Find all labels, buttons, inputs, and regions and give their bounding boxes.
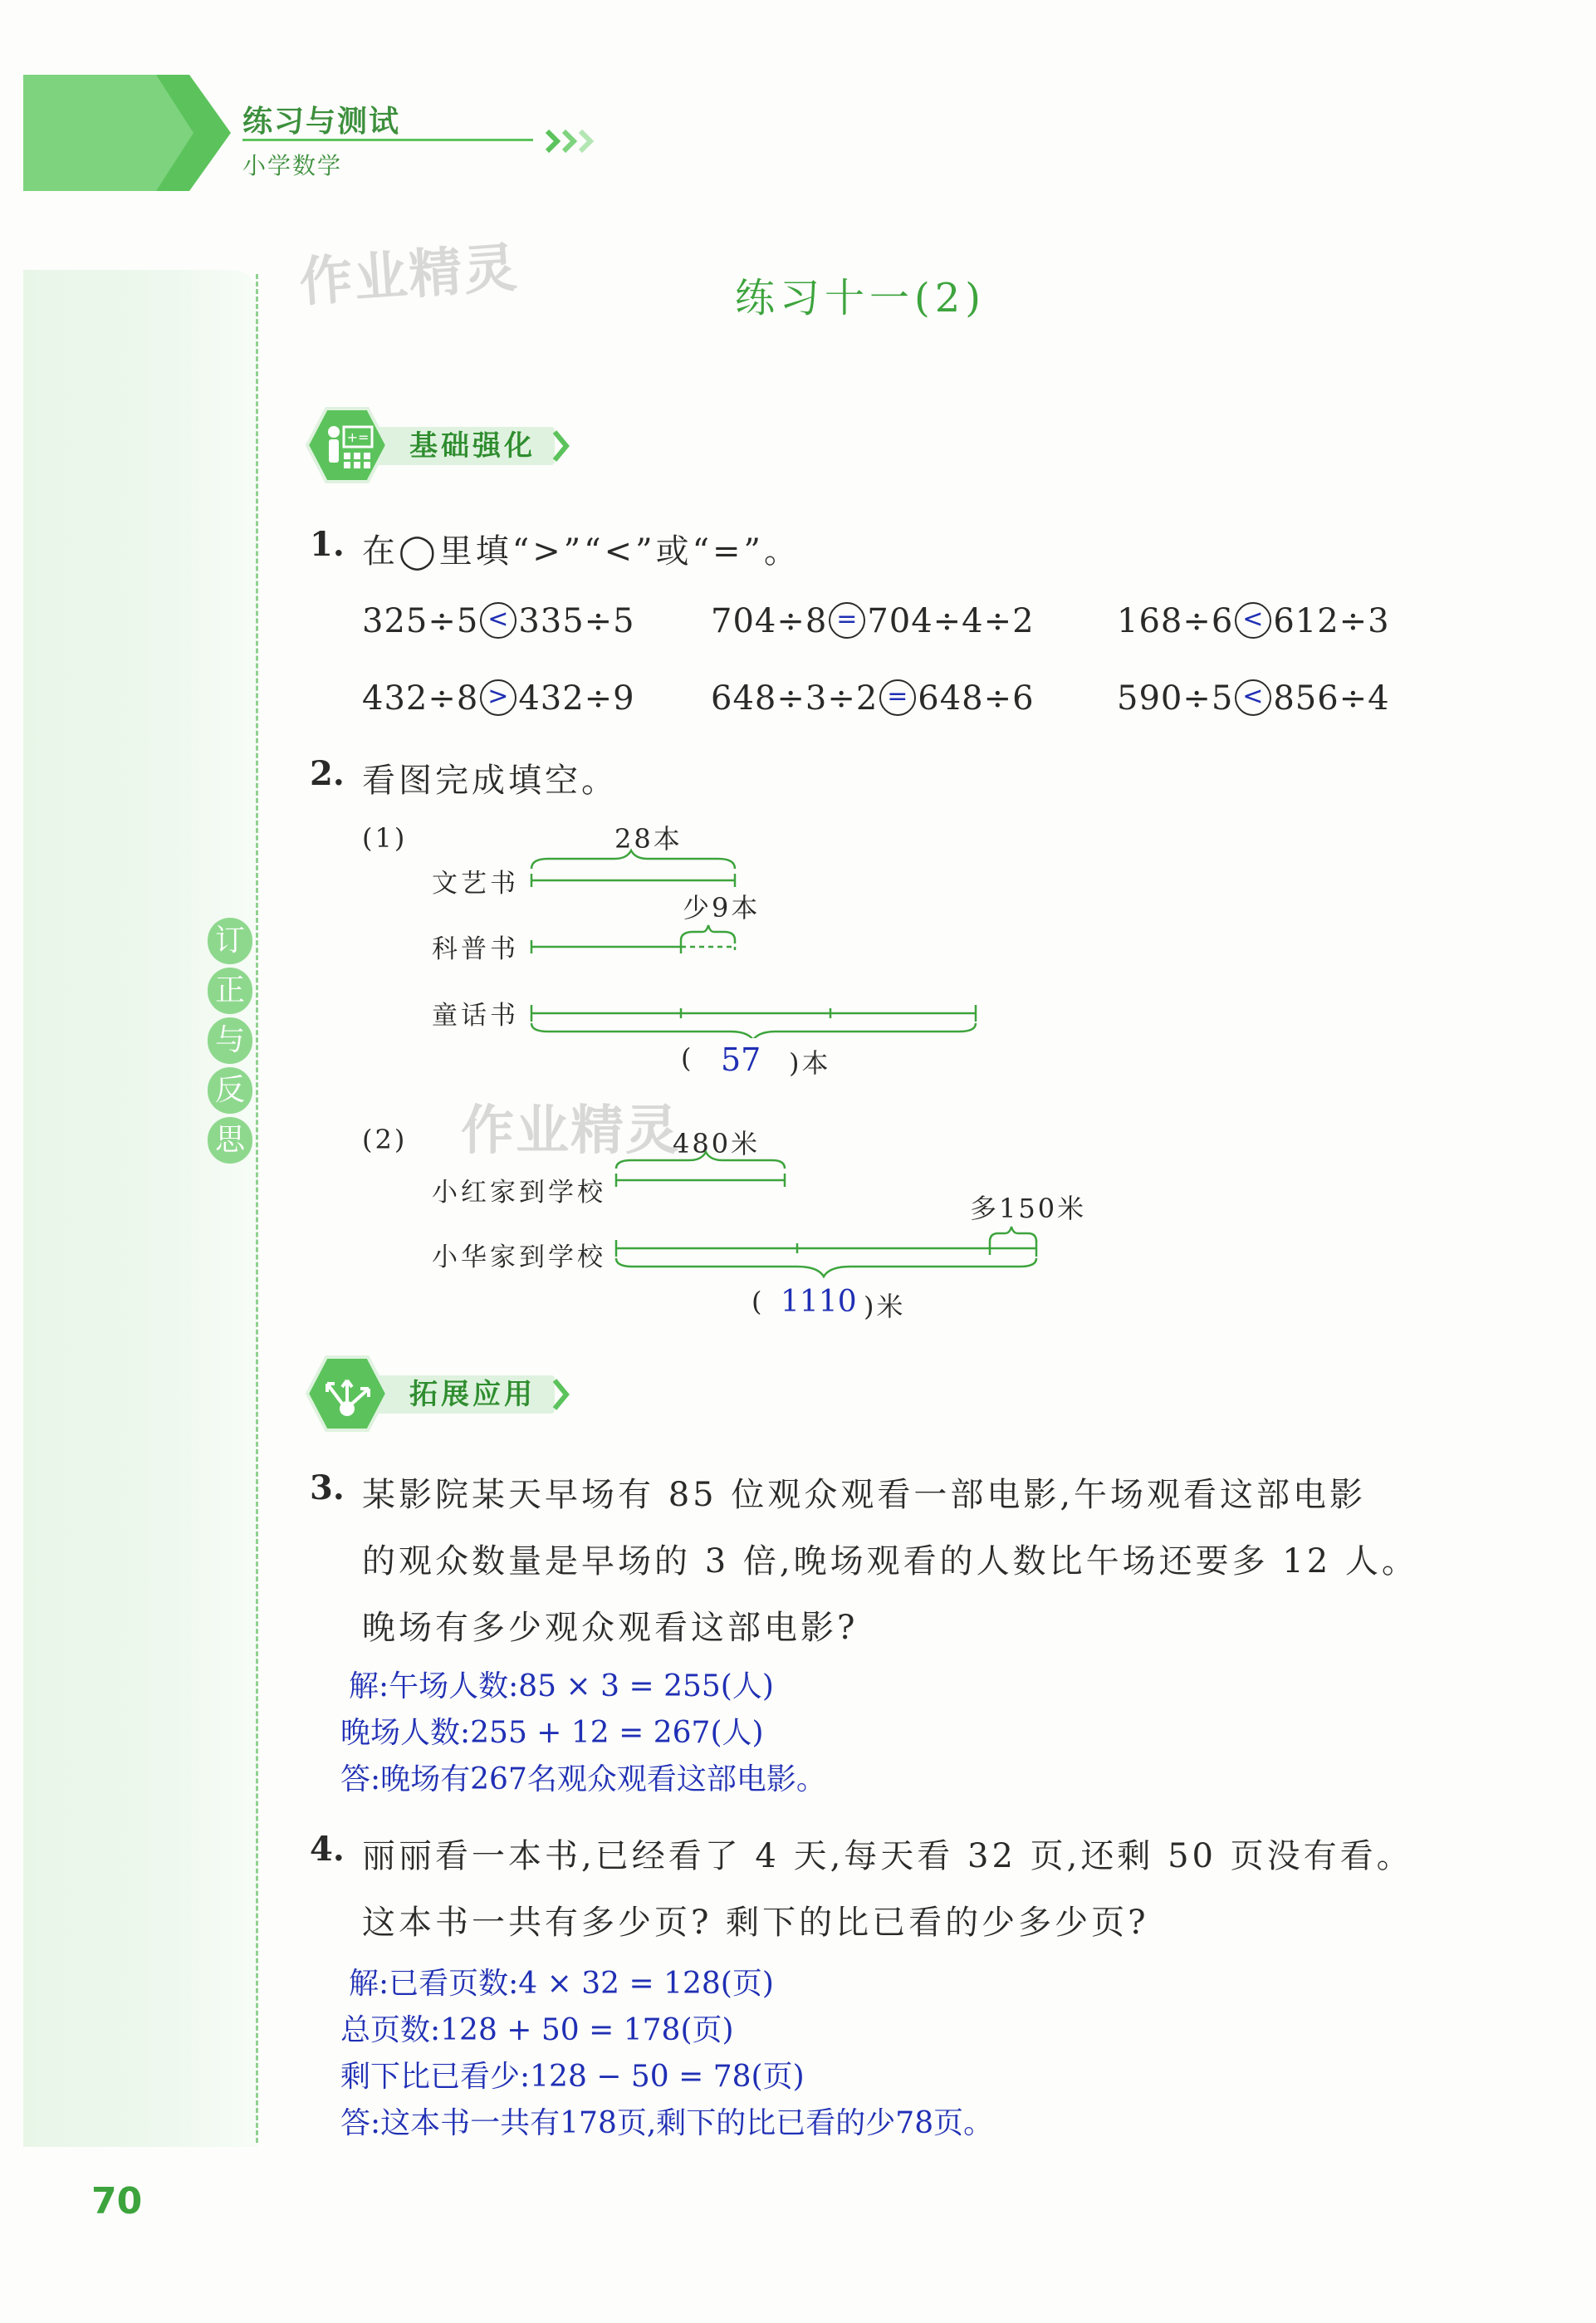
comparison-right: 856÷4 xyxy=(1273,679,1390,718)
watermark: 作业精灵 xyxy=(461,1100,680,1162)
diagram-row-label: 童话书 xyxy=(432,1001,519,1031)
diagram-row-label: 科普书 xyxy=(432,934,519,964)
line-segment-diagram-2 xyxy=(606,1150,1055,1283)
question-number: 4. xyxy=(310,1830,345,1869)
answer-line: 解:午场人数:85 × 3 = 255(人) xyxy=(349,1669,774,1703)
watermark: 作业精灵 xyxy=(297,237,521,315)
question-line: 某影院某天早场有 85 位观众观看一部电影,午场观看这部电影 xyxy=(362,1476,1367,1514)
comparison-right: 704÷4÷2 xyxy=(867,602,1035,640)
section-tag-label: 拓展应用 xyxy=(409,1378,536,1411)
comparison-left: 704÷8 xyxy=(711,602,828,640)
header-divider xyxy=(242,139,533,141)
answer-circle: = xyxy=(879,679,916,716)
comparison-right: 648÷6 xyxy=(918,679,1035,718)
diagram-row-label: 小红家到学校 xyxy=(432,1178,606,1208)
diagram-top-value: 28本 xyxy=(614,823,683,855)
comparison-right: 432÷9 xyxy=(518,679,635,718)
question-number: 3. xyxy=(310,1468,345,1507)
section-tag-extended xyxy=(306,1355,580,1432)
side-char: 与 xyxy=(208,1017,252,1064)
side-char: 正 xyxy=(208,968,252,1014)
section-tag-label: 基础强化 xyxy=(409,429,536,463)
comparison-item xyxy=(1117,602,1390,642)
chevrons-icon xyxy=(544,125,602,158)
book-subtitle: 小学数学 xyxy=(242,152,343,179)
part-label: (2) xyxy=(362,1124,408,1155)
answer-line: 解:已看页数:4 × 32 = 128(页) xyxy=(349,1967,774,2001)
side-char: 反 xyxy=(208,1067,252,1114)
question-line: 这本书一共有多少页? 剩下的比已看的少多少页? xyxy=(362,1904,1149,1942)
comparison-item xyxy=(362,602,635,642)
side-char: 思 xyxy=(208,1117,252,1164)
comparison-right: 612÷3 xyxy=(1273,602,1390,640)
answer-line: 晚场人数:255 + 12 = 267(人) xyxy=(340,1716,764,1750)
answer-line: 总页数:128 + 50 = 178(页) xyxy=(340,2013,734,2047)
answer-value: 1110 xyxy=(781,1285,857,1319)
comparison-left: 432÷8 xyxy=(362,679,479,718)
chevron-right-icon xyxy=(551,1377,570,1412)
answer-line: 答:晚场有267名观众观看这部电影。 xyxy=(340,1762,826,1796)
answer-circle: < xyxy=(1235,602,1271,639)
comparison-item xyxy=(711,679,1035,719)
question-line: 晚场有多少观众观看这部电影? xyxy=(362,1609,859,1647)
answer-blank-close: )本 xyxy=(789,1047,831,1079)
diagram-row-label: 小华家到学校 xyxy=(432,1242,606,1272)
side-char: 订 xyxy=(208,918,252,964)
page-title: 练习十一(2) xyxy=(735,275,986,321)
section-tag-basic xyxy=(306,407,580,483)
comparison-left: 168÷6 xyxy=(1117,602,1234,640)
answer-blank-close: )米 xyxy=(864,1291,906,1322)
comparison-item xyxy=(1117,679,1390,719)
side-dashed-line xyxy=(256,274,258,2143)
question-text: 看图完成填空。 xyxy=(362,762,618,800)
diagram-top-value: 480米 xyxy=(673,1128,761,1159)
svg-text:+=: += xyxy=(346,429,370,445)
comparison-left: 648÷3÷2 xyxy=(711,679,879,718)
correction-reflection-label xyxy=(208,918,252,1167)
header-banner xyxy=(23,75,231,191)
answer-circle: < xyxy=(480,602,516,639)
answer-circle: < xyxy=(1235,679,1271,716)
comparison-item xyxy=(711,602,1035,642)
question-line: 的观众数量是早场的 3 倍,晚场观看的人数比午场还要多 12 人。 xyxy=(362,1542,1418,1581)
diagram-note: 少9本 xyxy=(683,892,761,924)
question-number: 1. xyxy=(310,525,345,564)
comparison-item xyxy=(362,679,635,719)
line-segment-diagram-1 xyxy=(515,847,988,1038)
answer-line: 答:这本书一共有178页,剩下的比已看的少78页。 xyxy=(340,2106,994,2140)
question-number: 2. xyxy=(310,754,345,793)
page-number: 70 xyxy=(91,2180,143,2223)
branch-arrows-icon xyxy=(306,1355,389,1432)
teacher-board-icon xyxy=(306,407,389,483)
book-title: 练习与测试 xyxy=(242,105,401,139)
answer-blank-open: ( xyxy=(681,1042,694,1074)
part-label: (1) xyxy=(362,822,408,854)
diagram-row-label: 文艺书 xyxy=(432,869,519,899)
question-line: 丽丽看一本书,已经看了 4 天,每天看 32 页,还剩 50 页没有看。 xyxy=(362,1837,1413,1875)
comparison-left: 325÷5 xyxy=(362,602,479,640)
chevron-right-icon xyxy=(551,429,570,463)
answer-circle: = xyxy=(829,602,865,639)
question-text: 在◯里填“>”“<”或“=”。 xyxy=(362,532,801,571)
comparison-left: 590÷5 xyxy=(1117,679,1234,718)
diagram-note: 多150米 xyxy=(970,1193,1087,1224)
answer-line: 剩下比已看少:128 − 50 = 78(页) xyxy=(340,2060,805,2094)
comparison-right: 335÷5 xyxy=(518,602,635,640)
answer-value: 57 xyxy=(721,1041,761,1078)
answer-circle: > xyxy=(480,679,516,716)
side-margin-strip xyxy=(23,270,257,2147)
answer-blank-open: ( xyxy=(751,1286,765,1317)
